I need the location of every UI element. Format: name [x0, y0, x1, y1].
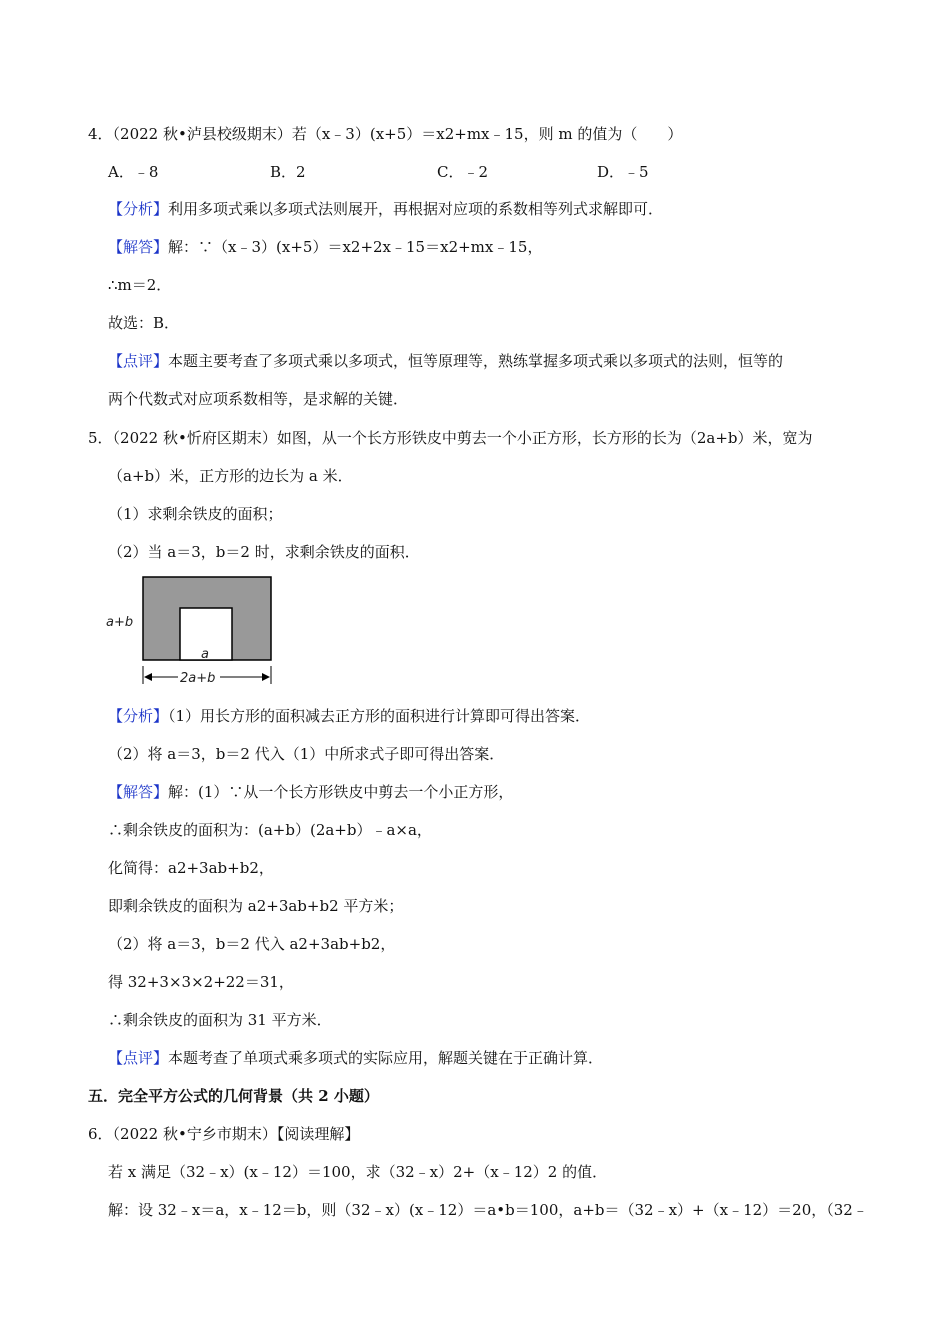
- section-title: 五．完全平方公式的几何背景（共 2 小题）: [88, 1087, 379, 1105]
- q5-answer-text: 解：(1）∵从一个长方形铁皮中剪去一个小正方形，: [168, 783, 514, 801]
- q5-analysis-2: （2）将 a＝3，b＝2 代入（1）中所求式子即可得出答案．: [108, 745, 505, 763]
- q5-part-2: （2）当 a＝3，b＝2 时，求剩余铁皮的面积．: [108, 543, 420, 561]
- q4-analysis-text: 利用多项式乘以多项式法则展开，再根据对应项的系数相等列式求解即可．: [168, 200, 664, 218]
- q6-line-1: 若 x 满足（32﹣x）(x﹣12）＝100，求（32﹣x）2+（x﹣12）2 的值．: [108, 1163, 608, 1181]
- q4-answer: [108, 237, 542, 257]
- q4-step1: ∴m＝2．: [108, 276, 172, 294]
- q5-figure: [100, 570, 290, 695]
- q5-stem-2: （a+b）米，正方形的边长为 a 米．: [108, 467, 353, 485]
- q5-analysis-tag: 【分析】: [108, 707, 169, 725]
- q5-analysis-text: （1）用长方形的面积减去正方形的面积进行计算即可得出答案．: [168, 707, 591, 725]
- q4-comment: [108, 351, 783, 371]
- q5-answer-3: 化简得：a2+3ab+b2，: [108, 859, 274, 877]
- q4-choice: 故选：B．: [108, 314, 180, 332]
- q4-comment-tag: 【点评】: [108, 352, 169, 370]
- arrow-right-icon: [262, 673, 270, 681]
- q5-answer-4: 即剩余铁皮的面积为 a2+3ab+b2 平方米；: [108, 897, 404, 915]
- q5-analysis: [108, 706, 590, 726]
- q4-option-c: C．﹣2: [437, 163, 489, 181]
- q4-stem-text: 4．（2022 秋•泸县校级期末）若（x﹣3）(x+5）＝x2+mx﹣15，则 m 的值为（ ）: [88, 125, 683, 143]
- q6-line-2: 解：设 32﹣x＝a，x﹣12＝b，则（32﹣x）(x﹣12）＝a•b＝100，a+b＝（32﹣x）+（x﹣12）＝20，（32﹣: [108, 1201, 868, 1219]
- inner-label: a: [201, 647, 209, 662]
- q5-answer-5: （2）将 a＝3，b＝2 代入 a2+3ab+b2，: [108, 935, 396, 953]
- q5-stem-1: 5．（2022 秋•忻府区期末）如图，从一个长方形铁皮中剪去一个小正方形，长方形的长为（2a+b）米，宽为: [88, 429, 813, 447]
- q5-comment-tag: 【点评】: [108, 1049, 169, 1067]
- q5-answer-7: ∴剩余铁皮的面积为 31 平方米．: [108, 1011, 332, 1029]
- q5-comment: [108, 1048, 603, 1068]
- q4-option-d: D．﹣5: [597, 163, 649, 181]
- q5-answer-2: ∴剩余铁皮的面积为：(a+b）(2a+b）﹣a×a，: [108, 821, 432, 839]
- q4-answer-tag: 【解答】: [108, 238, 169, 256]
- q4-comment-2: 两个代数式对应项系数相等，是求解的关键．: [108, 390, 409, 408]
- arrow-left-icon: [144, 673, 152, 681]
- q5-part-1: （1）求剩余铁皮的面积；: [108, 505, 283, 523]
- q5-answer-tag: 【解答】: [108, 783, 169, 801]
- q5-comment-text: 本题考查了单项式乘多项式的实际应用，解题关键在于正确计算．: [168, 1049, 604, 1067]
- q4-option-a: A．﹣8: [108, 163, 159, 181]
- q4-option-b: B．2: [270, 163, 306, 181]
- q4-analysis-tag: 【分析】: [108, 200, 169, 218]
- q4-answer-text: 解：∵（x﹣3）(x+5）＝x2+2x﹣15＝x2+mx﹣15，: [168, 238, 543, 256]
- side-label: a+b: [106, 615, 134, 630]
- q5-answer-6: 得 32+3×3×2+22＝31，: [108, 973, 294, 991]
- q6-stem: 6．（2022 秋•宁乡市期末）【阅读理解】: [88, 1125, 360, 1143]
- q4-analysis: [108, 199, 663, 219]
- q5-answer: [108, 782, 513, 802]
- bottom-label: 2a+b: [180, 671, 216, 686]
- q4-comment-text: 本题主要考查了多项式乘以多项式，恒等原理等，熟练掌握多项式乘以多项式的法则，恒等的: [168, 352, 784, 370]
- q4-stem: [88, 124, 682, 144]
